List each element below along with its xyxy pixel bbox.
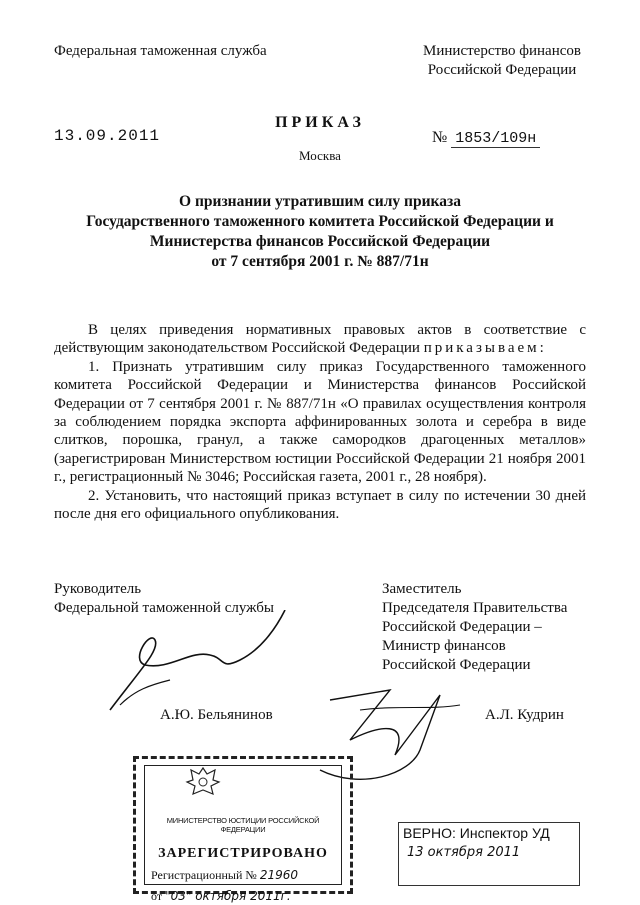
signatory-right-name: А.Л. Кудрин — [485, 707, 564, 723]
intro-text: В целях приведения нормативных правовых актов в соответствие с действующим законодательством Российской Федерации — [54, 322, 586, 357]
body-item1: 1. Признать утратившим силу приказ Государственного таможенного комитета Российской Федерации и Министерства финансов Российской Федерации от 7 сентября 2001 г. № 887/71н «О правилах осуществления контроля за соблюдением порядка экспорта аффинированных золота и серебра в виде слитков, порошка, гранул, а также самородков драгоценных металлов» (зарегистрирован Министерством юстиции Российской Федерации 21 ноября 2001 г., регистрационный № 3046; Российская газета, 2001 г., 28 ноября). — [54, 358, 586, 486]
order-number — [432, 129, 540, 147]
order-date: 13.09.2011 — [54, 127, 161, 145]
signature-left-scribble — [100, 610, 300, 720]
stamp-date-line — [151, 889, 335, 904]
signatory-right-line5: Российской Федерации — [382, 657, 531, 673]
signatory-right-line2: Председателя Правительства — [382, 600, 568, 616]
issuer-right — [417, 42, 587, 80]
signatory-right — [382, 580, 567, 675]
coat-of-arms-icon — [181, 764, 225, 802]
signatory-left-name: А.Ю. Бельянинов — [160, 707, 273, 723]
stamp-registered: ЗАРЕГИСТРИРОВАНО — [158, 846, 328, 861]
signatory-right-line1: Заместитель — [382, 581, 462, 597]
stamp-from-label: от — [151, 889, 163, 903]
order-body — [54, 321, 586, 523]
stamp-date: "03" октября 2011г. — [165, 889, 291, 903]
issuer-left: Федеральная таможенная служба — [54, 43, 267, 59]
stamp-reg-number: 21960 — [259, 868, 299, 882]
issuer-right-line1: Министерство финансов — [423, 43, 581, 59]
number-prefix: № — [432, 129, 448, 146]
certification-date: 13 октября 2011 — [407, 845, 521, 860]
body-item2: 2. Установить, что настоящий приказ вступает в силу по истечении 30 дней после дня его официального опубликования. — [54, 487, 586, 523]
registration-stamp — [133, 756, 353, 903]
stamp-reg-label: Регистрационный № — [151, 868, 257, 882]
intro-verb: приказываем: — [423, 340, 547, 357]
body-intro — [54, 321, 586, 358]
signatory-left-line1: Руководитель — [54, 581, 142, 597]
issuer-right-line2: Российской Федерации — [427, 62, 577, 78]
document-title: ПРИКАЗ — [275, 114, 365, 131]
stamp-ministry: МИНИСТЕРСТВО ЮСТИЦИИ РОССИЙСКОЙ ФЕДЕРАЦИИ — [166, 816, 320, 834]
order-city: Москва — [299, 148, 341, 163]
subject-line4: от 7 сентября 2001 г. № 887/71н — [211, 253, 429, 270]
signatory-right-line3: Российской Федерации – — [382, 619, 542, 635]
subject-line2: Государственного таможенного комитета Российской Федерации и — [86, 213, 554, 230]
signatory-left-line2: Федеральной таможенной службы — [54, 600, 275, 616]
stamp-reg-number-line — [151, 868, 335, 883]
stamp-frame — [144, 765, 342, 903]
subject-line1: О признании утратившим силу приказа — [179, 193, 461, 210]
subject-line3: Министерства финансов Российской Федерации — [149, 233, 491, 250]
number-value: 1853/109н — [451, 130, 540, 148]
order-subject — [40, 192, 600, 272]
certification-stamp — [398, 822, 580, 886]
certification-label: ВЕРНО: Инспектор УД — [403, 825, 550, 841]
signatory-right-line4: Министр финансов — [382, 638, 506, 654]
